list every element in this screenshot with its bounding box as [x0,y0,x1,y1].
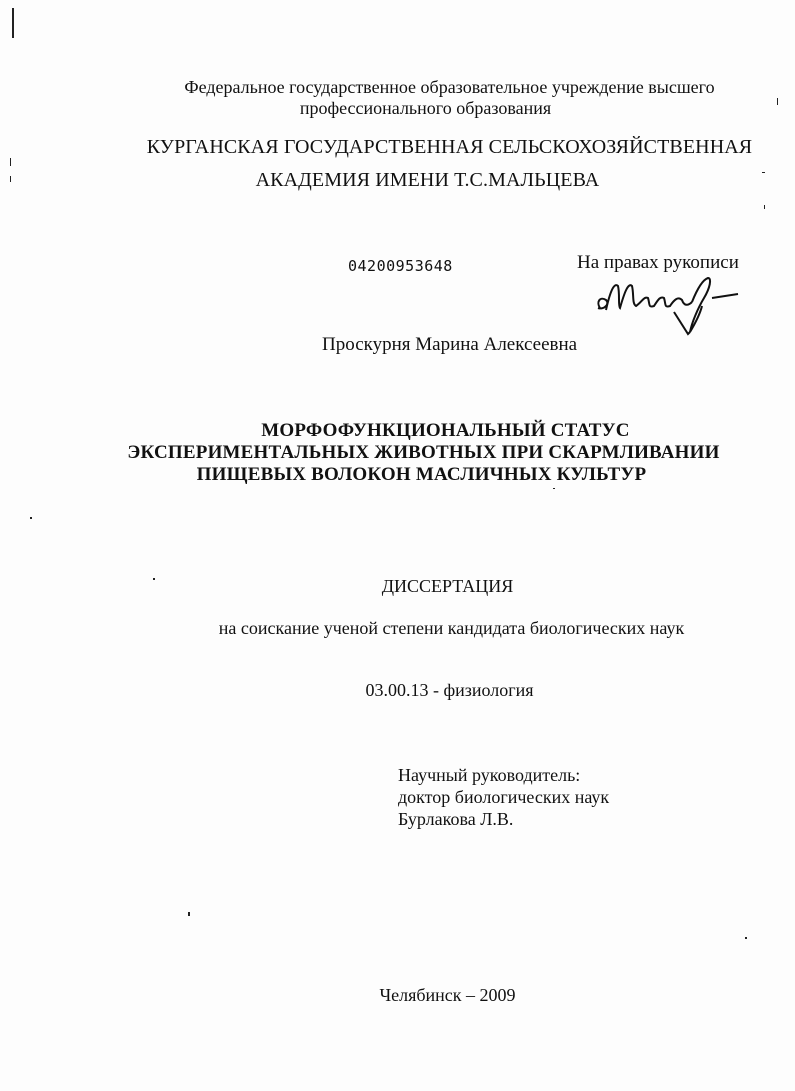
supervisor-name: Бурлакова Л.В. [398,809,514,829]
institution-line-2: профессионального образования [299,98,552,118]
scan-speck [10,158,11,166]
thesis-title-line-3: ПИЩЕВЫХ ВОЛОКОН МАСЛИЧНЫХ КУЛЬТУР [196,464,647,485]
scan-speck [553,488,555,489]
thesis-title-line-2: ЭКСПЕРИМЕНТАЛЬНЫХ ЖИВОТНЫХ ПРИ СКАРМЛИВАНИИ [127,442,720,463]
scan-speck [10,176,11,182]
scan-mark-top-left [12,8,14,38]
scan-speck [188,912,190,916]
academy-line-2: АКАДЕМИЯ ИМЕНИ Т.С.МАЛЬЦЕВА [255,169,600,191]
scan-speck [764,205,765,209]
author-signature [592,272,742,340]
specialty: 03.00.13 - физиология [365,680,534,700]
dissertation-label: ДИССЕРТАЦИЯ [381,576,514,596]
institution-line-1: Федеральное государственное образовательное учреждение высшего [184,77,715,97]
author-name: Проскурня Марина Алексеевна [322,334,578,355]
degree-statement: на соискание ученой степени кандидата биологических наук [218,618,685,638]
academy-line-1: КУРГАНСКАЯ ГОСУДАРСТВЕННАЯ СЕЛЬСКОХОЗЯЙСТВЕННАЯ [146,136,753,158]
supervisor-label: Научный руководитель: [398,765,581,785]
thesis-title-line-1: МОРФОФУНКЦИОНАЛЬНЫЙ СТАТУС [261,420,630,441]
place-year: Челябинск – 2009 [379,985,516,1005]
document-number: 04200953648 [348,257,453,275]
scan-speck [30,517,32,519]
scan-speck [745,937,747,939]
rights-notice: На правах рукописи [577,252,739,273]
supervisor-degree: доктор биологических наук [398,787,610,807]
